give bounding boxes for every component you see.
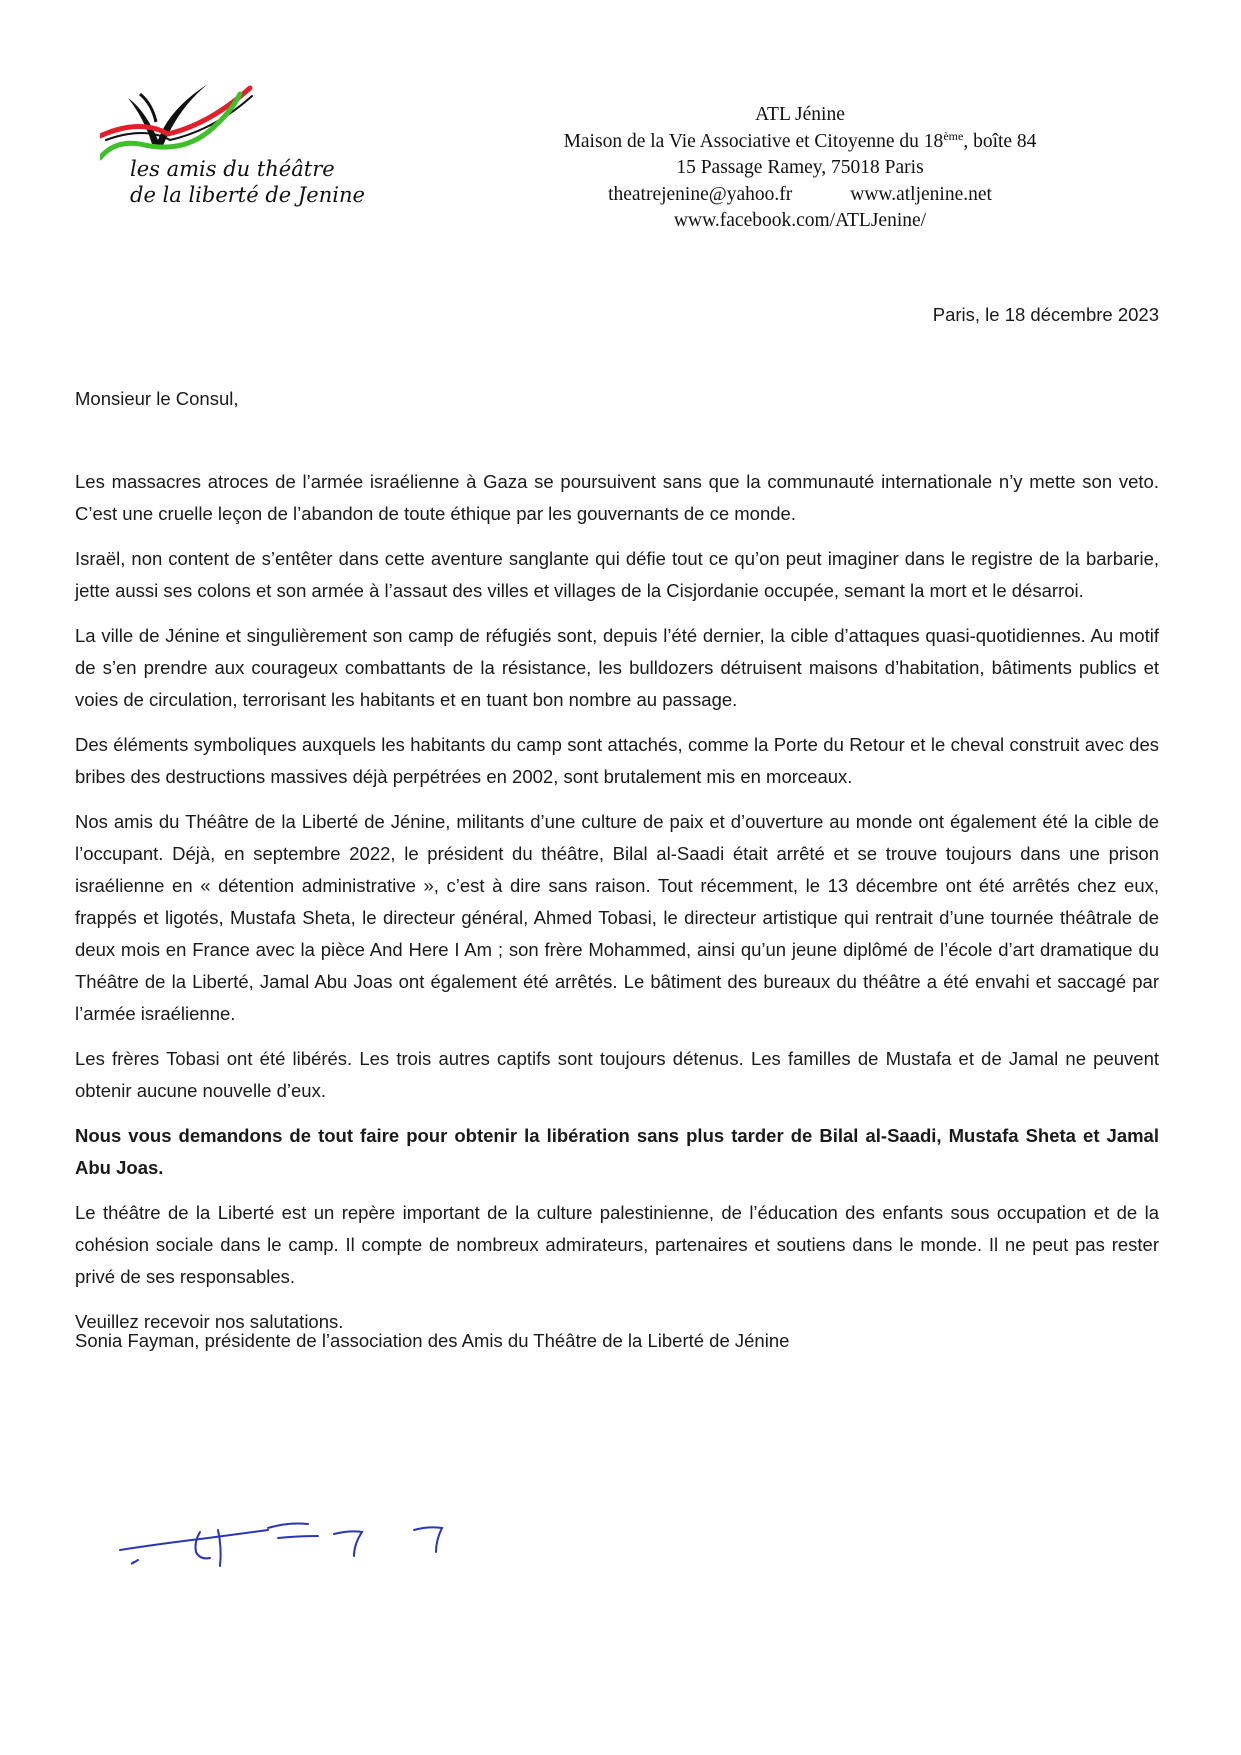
paragraph: Des éléments symboliques auxquels les habitants du camp sont attachés, comme la Porte du Retour et le cheval construit avec des bribes des destructions massives déjà perpétrées en 2002, sont brutalement mis en morceaux. (75, 734, 1159, 787)
signature-icon (118, 1500, 498, 1590)
facebook-address: www.facebook.com/ATLJenine/ (673, 210, 927, 231)
bird-logo-icon (100, 78, 420, 238)
paragraph: Le théâtre de la Liberté est un repère important de la culture palestinienne, de l’éducation des enfants sous occupation et de la cohésion sociale dans le camp. Il compte de nombreux admirateurs, partenaires et soutiens dans le monde. Il ne peut pas rester privé de ses responsables. (75, 1202, 1159, 1287)
paragraph: Les massacres atroces de l’armée israélienne à Gaza se poursuivent sans que la communauté internationale n’y mette son veto. C’est une cruelle leçon de l’abandon de toute éthique par les gouvernants de ce monde. (75, 471, 1159, 524)
contacts-line (480, 182, 1120, 209)
paragraph: Nos amis du Théâtre de la Liberté de Jénine, militants d’une culture de paix et d’ouverture au monde ont également été la cible de l’occupant. Déjà, en septembre 2022, le président du théâtre, Bilal al-Saadi était arrêté et se trouve toujours dans une prison israélienne en « détention administrative », c’est à dire sans raison. Tout récemment, le 13 décembre ont été arrêtés chez eux, frappés et ligotés, Mustafa Sheta, le directeur général, Ahmed Tobasi, le directeur artistique qui rentrait d’une tournée théâtrale de deux mois en France avec la pièce And Here I Am ; son frère Mohammed, ainsi qu’un jeune diplômé de l’école d’art dramatique du Théâtre de la Liberté, Jamal Abu Joas ont également été arrêtés. Le bâtiment des bureaux du théâtre a été envahi et saccagé par l’armée israélienne. (75, 811, 1159, 1024)
logo-text-line2: de la liberté de Jenine (130, 183, 365, 207)
paragraph: Les frères Tobasi ont été libérés. Les trois autres captifs sont toujours détenus. Les familles de Mustafa et de Jamal ne peuvent obtenir aucune nouvelle d’eux. (75, 1048, 1159, 1101)
organization-header (480, 102, 1120, 235)
paragraph: Veuillez recevoir nos salutations. (75, 1311, 344, 1332)
letter-date: Paris, le 18 décembre 2023 (932, 304, 1159, 325)
email-address: theatrejenine@yahoo.fr (608, 183, 793, 205)
address-line-1: Maison de la Vie Associative et Citoyenne du 18ème, boîte 84 (563, 128, 1037, 152)
logo-text-line1: les amis du théâtre (130, 157, 335, 181)
handwritten-signature (118, 1500, 498, 1590)
paragraph: La ville de Jénine et singulièrement son camp de réfugiés sont, depuis l’été dernier, la cible d’attaques quasi-quotidiennes. Au motif de s’en prendre aux courageux combattants de la résistance, les bulldozers détruisent maisons d’habitation, bâtiments publics et voies de circulation, terrorisant les habitants et en tuant bon nombre au passage. (75, 625, 1159, 710)
request-paragraph: Nous vous demandons de tout faire pour obtenir la libération sans plus tarder de Bilal al-Saadi, Mustafa Sheta et Jamal Abu Joas. (75, 1125, 1159, 1178)
association-logo (100, 78, 420, 238)
salutation: Monsieur le Consul, (75, 388, 239, 409)
address-line-2: 15 Passage Ramey, 75018 Paris (676, 157, 924, 178)
org-name: ATL Jénine (755, 104, 845, 125)
letter-body (75, 466, 1159, 1351)
paragraph: Israël, non content de s’entêter dans cette aventure sanglante qui défie tout ce qu’on peut imaginer dans le registre de la barbarie, jette aussi ses colons et son armée à l’assaut des villes et villages de la Cisjordanie occupée, semant la mort et le désarroi. (75, 548, 1159, 601)
signatory-line: Sonia Fayman, présidente de l’association des Amis du Théâtre de la Liberté de Jénine (75, 1330, 790, 1351)
website-address: www.atljenine.net (850, 183, 992, 205)
